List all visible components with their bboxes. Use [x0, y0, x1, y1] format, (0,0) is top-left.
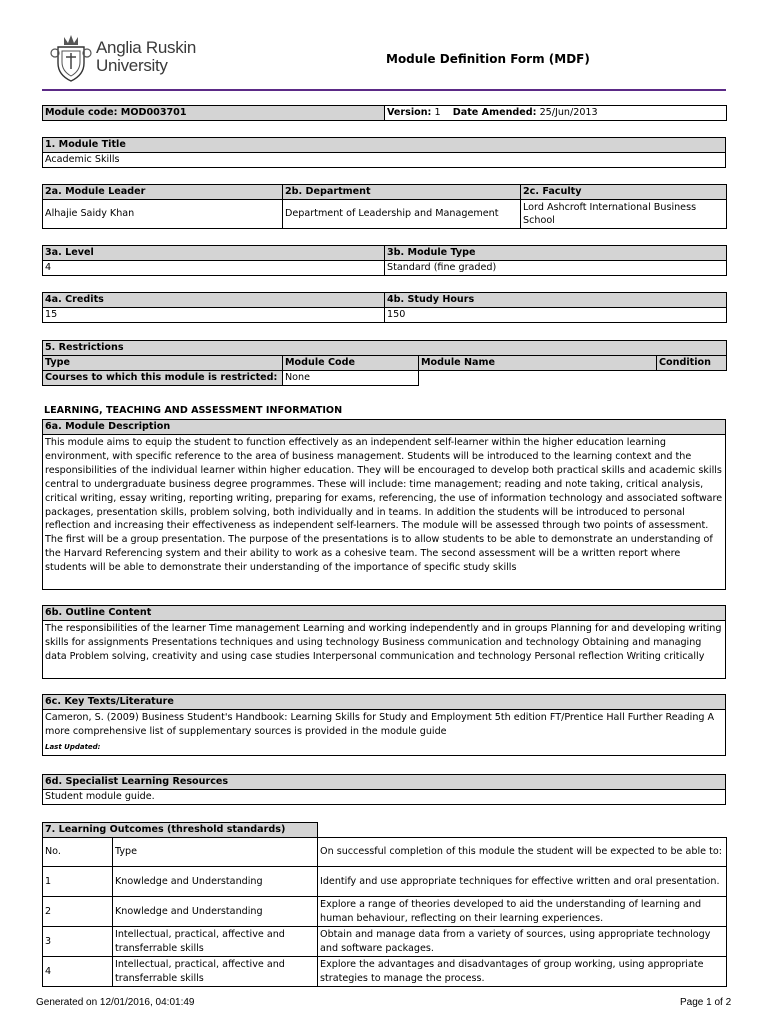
module-type-label: 3b. Module Type	[385, 246, 727, 261]
department-value: Department of Leadership and Management	[283, 200, 521, 229]
outcome-no: 1	[43, 867, 113, 897]
restrictions-col-type: Type	[43, 356, 283, 371]
learning-outcomes-header-blank	[318, 823, 727, 838]
generated-timestamp: Generated on 12/01/2016, 04:01:49	[36, 997, 195, 1008]
outcome-desc: Obtain and manage data from a variety of sources, using appropriate technology and software packages.	[318, 927, 727, 957]
key-texts-cell	[43, 710, 726, 756]
restrictions-table	[42, 340, 727, 386]
crest-icon	[50, 33, 92, 83]
restrictions-row-condition	[657, 371, 727, 386]
module-leader-value: Alhajie Saidy Khan	[43, 200, 283, 229]
key-texts-label: 6c. Key Texts/Literature	[43, 695, 726, 710]
outline-content-table	[42, 605, 726, 679]
outcome-type: Knowledge and Understanding	[113, 897, 318, 927]
outline-content-text: The responsibilities of the learner Time management Learning and working independently and in groups Planning for and developing writing skills for assignments Presentations techniques and using technology Business communication and technology Obtaining and managing data Problem solving, creativity and using case studies Interpersonal communication and technology Personal reflection Writing critically	[43, 621, 726, 679]
faculty-value: Lord Ashcroft International Business School	[521, 200, 727, 229]
date-amended-value: 25/Jun/2013	[539, 107, 598, 119]
outcome-desc: Explore the advantages and disadvantages of group working, using appropriate strategies to manage the process.	[318, 957, 727, 987]
leader-table	[42, 184, 727, 229]
version-cell	[385, 106, 727, 121]
learning-resources-label: 6d. Specialist Learning Resources	[43, 775, 726, 790]
learning-outcomes-label: 7. Learning Outcomes (threshold standards)	[43, 823, 318, 838]
outcome-no: 3	[43, 927, 113, 957]
learning-outcomes-col-desc: On successful completion of this module the student will be expected to be able to:	[318, 838, 727, 867]
outcome-no: 4	[43, 957, 113, 987]
restrictions-row-name	[419, 371, 657, 386]
module-type-value: Standard (fine graded)	[385, 261, 727, 276]
module-description-text: This module aims to equip the student to function effectively as an independent self-learner within the higher education learning environment, with specific reference to the area of business management. Students will be introduced to the learning context and the responsibilities of the individual learner within higher education. They will be encouraged to develop both practical skills and academic skills central to undergraduate business degree programmes. These will include: time management; reading and note taking, critical analysis, critical writing, essay writing, reporting writing, preparing for exams, referencing, the use of information technology and associated software packages, presentation skills, problem solving, both individually and in teams. In addition the students will be introduced to personal reflection and increasing their effectiveness as independent self-learners. The module will be assessed through two points of assessment. The first will be a group presentation. The purpose of the presentations is to allow students to be able to demonstrate an understanding of the Harvard Referencing system and their ability to work as a cohesive team. The second assessment will be a written report where students will be able to demonstrate their understanding of the importance of specific study skills	[43, 435, 726, 590]
credits-table	[42, 292, 727, 323]
credits-label: 4a. Credits	[43, 293, 385, 308]
version-label: Version:	[387, 107, 432, 119]
key-texts-text: Cameron, S. (2009) Business Student's Handbook: Learning Skills for Study and Employment 5th edition FT/Prentice Hall Further Reading A more comprehensive list of supplementary sources is provided in the module guide	[45, 712, 715, 737]
logo-line-1: Anglia Ruskin	[96, 38, 197, 57]
outcome-type: Knowledge and Understanding	[113, 867, 318, 897]
outline-content-label: 6b. Outline Content	[43, 606, 726, 621]
level-label: 3a. Level	[43, 246, 385, 261]
faculty-label: 2c. Faculty	[521, 185, 727, 200]
module-code: Module code: MOD003701	[43, 106, 385, 121]
outcome-type: Intellectual, practical, affective and transferrable skills	[113, 957, 318, 987]
date-amended-label: Date Amended:	[452, 107, 537, 119]
last-updated-label: Last Updated:	[45, 742, 101, 751]
learning-outcomes-col-type: Type	[113, 838, 318, 867]
restrictions-row-code: None	[283, 371, 419, 386]
outcome-type: Intellectual, practical, affective and transferrable skills	[113, 927, 318, 957]
restrictions-row-type: Courses to which this module is restricted:	[43, 371, 283, 386]
meta-table	[42, 105, 727, 121]
outcome-desc: Identify and use appropriate techniques for effective written and oral presentation.	[318, 867, 727, 897]
module-title-label: 1. Module Title	[43, 138, 726, 153]
university-logo	[50, 33, 210, 85]
outcome-no: 2	[43, 897, 113, 927]
form-title: Module Definition Form (MDF)	[386, 52, 590, 66]
department-label: 2b. Department	[283, 185, 521, 200]
module-title-value: Academic Skills	[43, 153, 726, 168]
learning-outcomes-col-no: No.	[43, 838, 113, 867]
restrictions-col-name: Module Name	[419, 356, 657, 371]
learning-resources-text: Student module guide.	[43, 790, 726, 805]
learning-resources-table	[42, 774, 726, 805]
module-leader-label: 2a. Module Leader	[43, 185, 283, 200]
learning-outcomes-table	[42, 822, 727, 987]
level-table	[42, 245, 727, 276]
page-number: Page 1 of 2	[680, 997, 732, 1008]
logo-line-2: University	[96, 56, 168, 75]
module-description-table	[42, 419, 726, 590]
outcome-desc: Explore a range of theories developed to aid the understanding of learning and human behaviour, reflecting on their learning experiences.	[318, 897, 727, 927]
restrictions-col-code: Module Code	[283, 356, 419, 371]
version-value: 1	[434, 107, 441, 119]
study-hours-label: 4b. Study Hours	[385, 293, 727, 308]
restrictions-col-condition: Condition	[657, 356, 727, 371]
key-texts-table	[42, 694, 726, 756]
lta-heading: LEARNING, TEACHING AND ASSESSMENT INFORMATION	[44, 405, 343, 416]
module-title-table	[42, 137, 726, 168]
header-divider	[42, 89, 726, 91]
restrictions-label: 5. Restrictions	[43, 341, 727, 356]
study-hours-value: 150	[385, 308, 727, 323]
module-description-label: 6a. Module Description	[43, 420, 726, 435]
level-value: 4	[43, 261, 385, 276]
credits-value: 15	[43, 308, 385, 323]
